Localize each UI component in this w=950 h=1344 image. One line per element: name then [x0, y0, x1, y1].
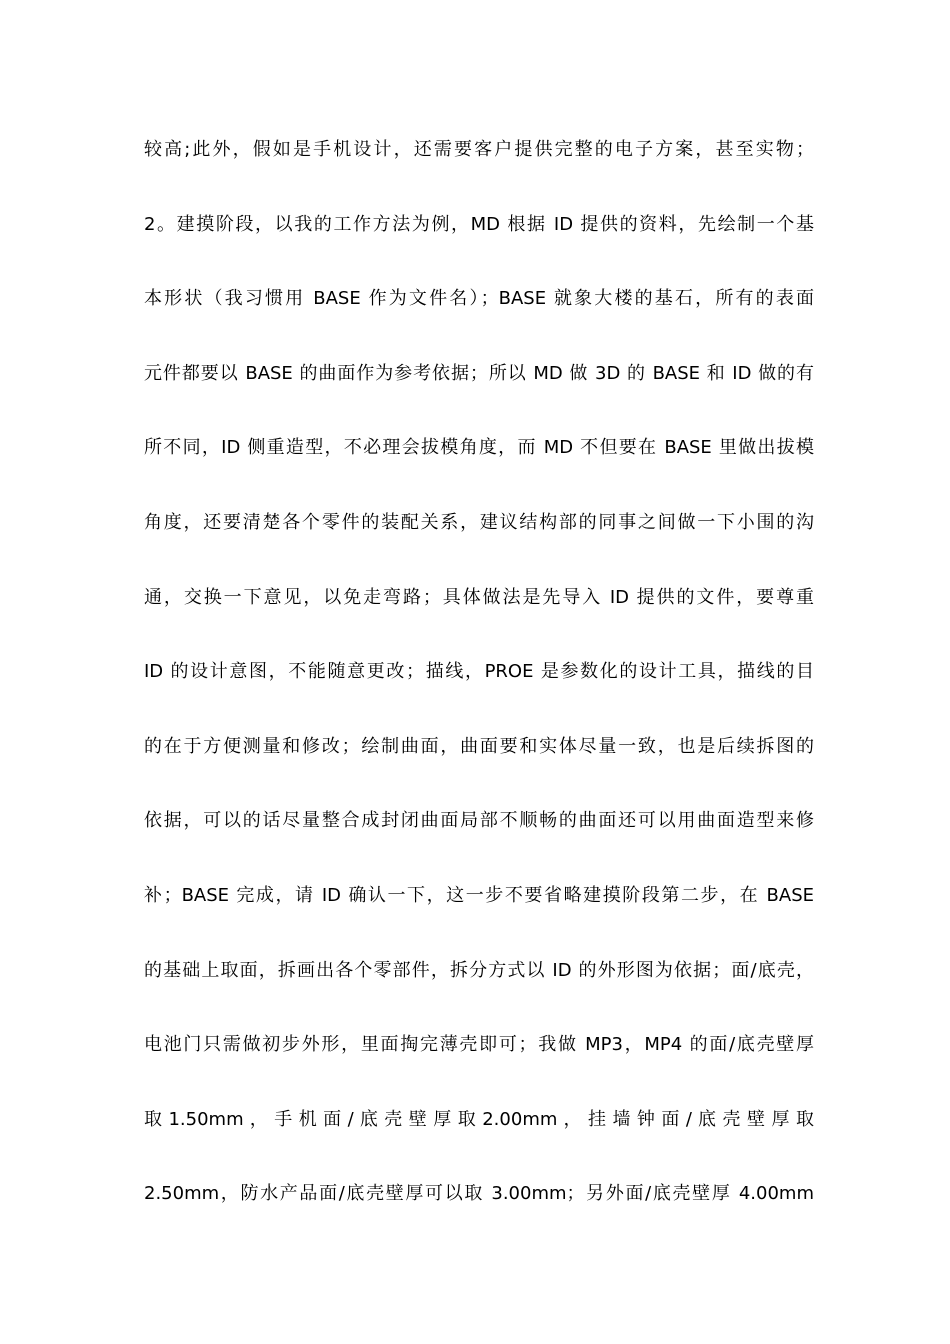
- text-line: 所不同，ID 侧重造型，不必理会拔模角度，而 MD 不但要在 BASE 里做出拔模: [144, 437, 814, 459]
- text-line: ID 的设计意图，不能随意更改；描线，PROE 是参数化的设计工具，描线的目: [144, 661, 814, 683]
- text-line: 本形状（我习惯用 BASE 作为文件名）；BASE 就象大楼的基石，所有的表面: [144, 288, 814, 310]
- text-line: 的基础上取面，拆画出各个零部件，拆分方式以 ID 的外形图为依据；面/底壳，: [144, 959, 814, 981]
- text-line: 元件都要以 BASE 的曲面作为参考依据；所以 MD 做 3D 的 BASE 和 ID 做的有: [144, 362, 814, 384]
- body-paragraph: [144, 131, 814, 1250]
- text-line: 电池门只需做初步外形，里面掏完薄壳即可；我做 MP3，MP4 的面/底壳壁厚: [144, 1034, 814, 1056]
- text-line: 2.50mm，防水产品面/底壳壁厚可以取 3.00mm；另外面/底壳壁厚 4.00mm: [144, 1183, 814, 1205]
- text-line: 较高;此外，假如是手机设计，还需要客户提供完整的电子方案，甚至实物；: [144, 139, 814, 160]
- text-line: 角度，还要清楚各个零件的装配关系，建议结构部的同事之间做一下小围的沟: [144, 511, 814, 533]
- text-line: 的在于方便测量和修改；绘制曲面，曲面要和实体尽量一致，也是后续拆图的: [144, 735, 814, 757]
- text-line: 依据，可以的话尽量整合成封闭曲面局部不顺畅的曲面还可以用曲面造型来修: [144, 810, 814, 832]
- text-line: 取 1.50mm ， 手 机 面 / 底 壳 壁 厚 取 2.00mm ， 挂 墙 钟 面 / 底 壳 壁 厚 取: [144, 1108, 814, 1130]
- text-line: 补；BASE 完成，请 ID 确认一下，这一步不要省略建摸阶段第二步，在 BASE: [144, 884, 814, 906]
- text-line: 通，交换一下意见，以免走弯路；具体做法是先导入 ID 提供的文件，要尊重: [144, 586, 814, 608]
- text-line: 2。建摸阶段，以我的工作方法为例，MD 根据 ID 提供的资料，先绘制一个基: [144, 213, 814, 235]
